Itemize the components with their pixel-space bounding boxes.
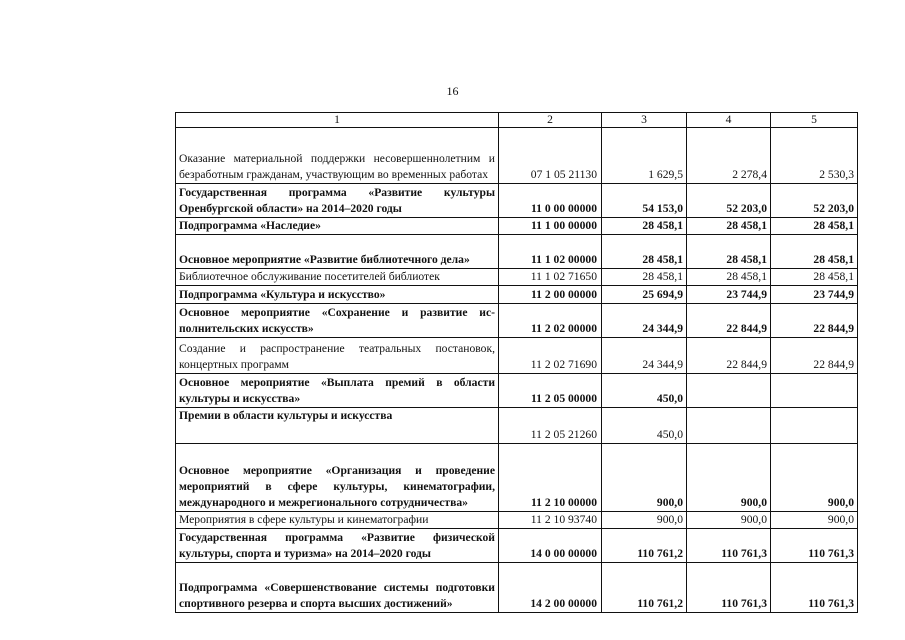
row-code-cell: 11 2 05 00000 (499, 374, 602, 408)
column-header: 5 (771, 113, 858, 128)
row-name-cell: Подпрограмма «Совершенствование системы подготовки спортивного резерва и спорта высших достижений» (176, 563, 499, 613)
table-row (176, 529, 858, 563)
table-row (176, 512, 858, 529)
row-code-cell: 07 1 05 21130 (499, 128, 602, 184)
row-value-cell: 23 744,9 (687, 286, 771, 304)
table-row (176, 184, 858, 218)
row-value-cell: 28 458,1 (771, 269, 858, 286)
row-name-cell: Основное мероприятие «Развитие библиотечного дела» (176, 235, 499, 269)
row-value-cell: 2 530,3 (771, 128, 858, 184)
row-code-cell: 11 2 10 00000 (499, 444, 602, 512)
column-header: 3 (602, 113, 687, 128)
table-row (176, 408, 858, 444)
row-value-cell: 25 694,9 (602, 286, 687, 304)
row-value-cell (687, 374, 771, 408)
row-value-cell: 450,0 (602, 408, 687, 444)
row-value-cell: 22 844,9 (771, 338, 858, 374)
row-value-cell: 22 844,9 (687, 338, 771, 374)
row-value-cell: 28 458,1 (602, 235, 687, 269)
row-name-cell: Мероприятия в сфере культуры и кинематографии (176, 512, 499, 529)
row-value-cell: 23 744,9 (771, 286, 858, 304)
row-value-cell: 22 844,9 (687, 304, 771, 338)
row-code-cell: 14 2 00 00000 (499, 563, 602, 613)
row-name-cell: Подпрограмма «Наследие» (176, 218, 499, 235)
row-value-cell (687, 408, 771, 444)
row-name-cell: Библиотечное обслуживание посетителей библиотек (176, 269, 499, 286)
row-value-cell: 28 458,1 (687, 269, 771, 286)
row-name-cell: Создание и распространение театральных постановок, концертных программ (176, 338, 499, 374)
row-value-cell: 28 458,1 (687, 218, 771, 235)
row-value-cell: 900,0 (771, 444, 858, 512)
row-value-cell: 900,0 (602, 444, 687, 512)
row-value-cell: 900,0 (602, 512, 687, 529)
row-code-cell: 11 1 02 00000 (499, 235, 602, 269)
table-row (176, 235, 858, 269)
row-value-cell: 110 761,3 (687, 529, 771, 563)
row-value-cell: 1 629,5 (602, 128, 687, 184)
row-name-cell: Основное мероприятие «Сохранение и развитие исполнительских искусств» (176, 304, 499, 338)
row-value-cell: 54 153,0 (602, 184, 687, 218)
row-code-cell: 11 2 02 00000 (499, 304, 602, 338)
row-code-cell: 11 2 10 93740 (499, 512, 602, 529)
row-value-cell: 110 761,3 (687, 563, 771, 613)
row-value-cell: 22 844,9 (771, 304, 858, 338)
column-header: 1 (176, 113, 499, 128)
row-value-cell: 900,0 (687, 444, 771, 512)
row-value-cell: 28 458,1 (771, 218, 858, 235)
row-value-cell: 28 458,1 (602, 218, 687, 235)
table-row (176, 374, 858, 408)
table-row (176, 286, 858, 304)
row-name-cell: Основное мероприятие «Организация и проведение мероприятий в сфере культуры, кинематографии, международного и межрегионального сотрудничества» (176, 444, 499, 512)
row-code-cell: 11 2 00 00000 (499, 286, 602, 304)
row-value-cell: 52 203,0 (771, 184, 858, 218)
page-number: 16 (446, 84, 459, 98)
budget-table (175, 112, 858, 613)
row-value-cell: 900,0 (687, 512, 771, 529)
row-code-cell: 11 2 02 71690 (499, 338, 602, 374)
row-value-cell: 900,0 (771, 512, 858, 529)
row-name-cell: Государственная программа «Развитие физической культуры, спорта и туризма» на 2014–2020 годы (176, 529, 499, 563)
row-value-cell: 52 203,0 (687, 184, 771, 218)
row-name-cell: Основное мероприятие «Выплата премий в области культуры и искусства» (176, 374, 499, 408)
row-value-cell: 28 458,1 (687, 235, 771, 269)
table-row (176, 444, 858, 512)
table-row (176, 338, 858, 374)
row-value-cell: 110 761,3 (771, 529, 858, 563)
row-code-cell: 14 0 00 00000 (499, 529, 602, 563)
row-value-cell (771, 374, 858, 408)
row-value-cell: 24 344,9 (602, 304, 687, 338)
column-header: 4 (687, 113, 771, 128)
row-code-cell: 11 1 02 71650 (499, 269, 602, 286)
row-code-cell: 11 0 00 00000 (499, 184, 602, 218)
row-name-cell: Государственная программа «Развитие культуры Оренбургской области» на 2014–2020 годы (176, 184, 499, 218)
table-row (176, 269, 858, 286)
row-value-cell: 110 761,2 (602, 529, 687, 563)
table-row (176, 563, 858, 613)
row-value-cell: 450,0 (602, 374, 687, 408)
row-name-cell: Подпрограмма «Культура и искусство» (176, 286, 499, 304)
table-header-row (176, 113, 858, 128)
table-row (176, 128, 858, 184)
row-value-cell (771, 408, 858, 444)
row-code-cell: 11 2 05 21260 (499, 408, 602, 444)
row-value-cell: 24 344,9 (602, 338, 687, 374)
table-row (176, 218, 858, 235)
row-name-cell: Оказание материальной поддержки несовершеннолетним и безработным гражданам, участвующим во временных работах (176, 128, 499, 184)
row-name-cell: Премии в области культуры и искусства (176, 408, 499, 444)
row-value-cell: 2 278,4 (687, 128, 771, 184)
row-value-cell: 28 458,1 (771, 235, 858, 269)
row-value-cell: 28 458,1 (602, 269, 687, 286)
column-header: 2 (499, 113, 602, 128)
row-code-cell: 11 1 00 00000 (499, 218, 602, 235)
table-row (176, 304, 858, 338)
row-value-cell: 110 761,3 (771, 563, 858, 613)
row-value-cell: 110 761,2 (602, 563, 687, 613)
